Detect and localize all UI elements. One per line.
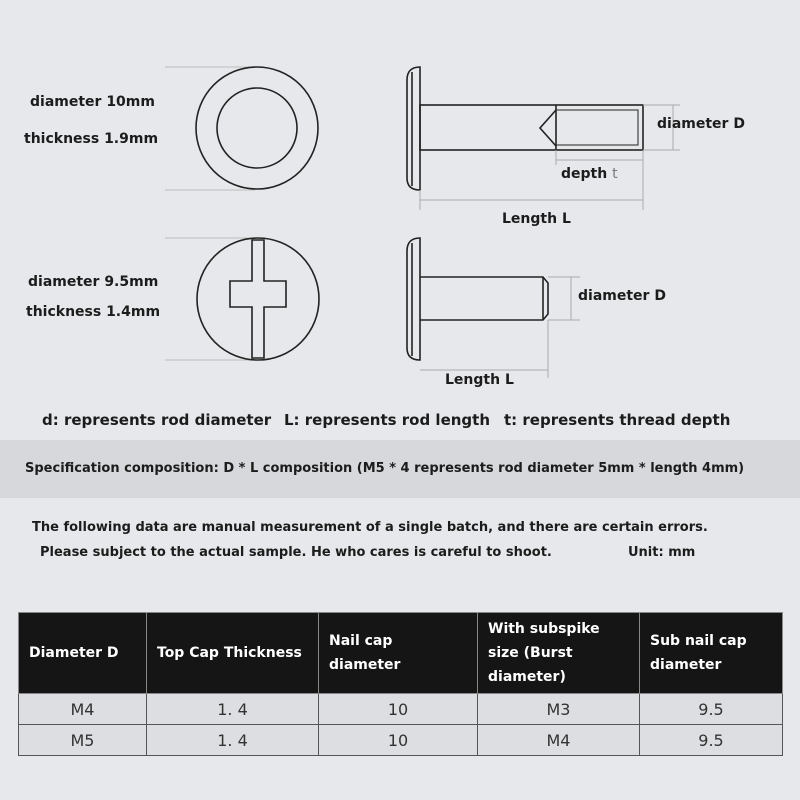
col-header: Sub nail cap diameter	[640, 613, 783, 694]
washer-top-diameter: diameter 10mm	[30, 94, 155, 110]
spec-composition: Specification composition: D * L composition (M5 * 4 represents rod diameter 5mm * length 4mm)	[25, 461, 745, 476]
depth-symbol: t	[612, 166, 618, 182]
cell: 1. 4	[147, 694, 319, 725]
cell: M5	[19, 725, 147, 756]
cell: 1. 4	[147, 725, 319, 756]
cell: M4	[478, 725, 640, 756]
washer-bottom-drawing	[165, 238, 319, 360]
screw-top-depth-label	[561, 166, 618, 182]
cell: M3	[478, 694, 640, 725]
table-row	[19, 725, 783, 756]
washer-top-thickness: thickness 1.9mm	[24, 131, 159, 147]
cell: 10	[319, 725, 478, 756]
depth-text: depth	[561, 166, 608, 182]
spec-table	[18, 612, 783, 756]
screw-top-length-label: Length L	[502, 211, 571, 227]
note-line-1: The following data are manual measurement of a single batch, and there are certain errors.	[32, 520, 708, 535]
screw-bottom-drawing	[407, 238, 580, 378]
screw-bottom-diameter-label: diameter D	[578, 288, 666, 304]
col-header: Diameter D	[19, 613, 147, 694]
legend-d: d: represents rod diameter	[42, 411, 272, 429]
cell: 9.5	[640, 725, 783, 756]
col-header: Top Cap Thickness	[147, 613, 319, 694]
cell: 9.5	[640, 694, 783, 725]
legend-t: t: represents thread depth	[504, 411, 731, 429]
cell: M4	[19, 694, 147, 725]
note-line-2: Please subject to the actual sample. He who cares is careful to shoot.	[40, 545, 552, 560]
col-header: Nail cap diameter	[319, 613, 478, 694]
table-header-row	[19, 613, 783, 694]
screw-top-diameter-label: diameter D	[657, 116, 745, 132]
legend-L: L: represents rod length	[284, 411, 491, 429]
col-header: With subspike size (Burst diameter)	[478, 613, 640, 694]
screw-top-drawing	[407, 67, 680, 210]
washer-bottom-diameter: diameter 9.5mm	[28, 274, 159, 290]
washer-top-drawing	[165, 67, 318, 190]
table-row	[19, 694, 783, 725]
washer-bottom-thickness: thickness 1.4mm	[26, 304, 161, 320]
cell: 10	[319, 694, 478, 725]
unit-label: Unit: mm	[628, 545, 696, 560]
screw-bottom-length-label: Length L	[445, 372, 514, 388]
